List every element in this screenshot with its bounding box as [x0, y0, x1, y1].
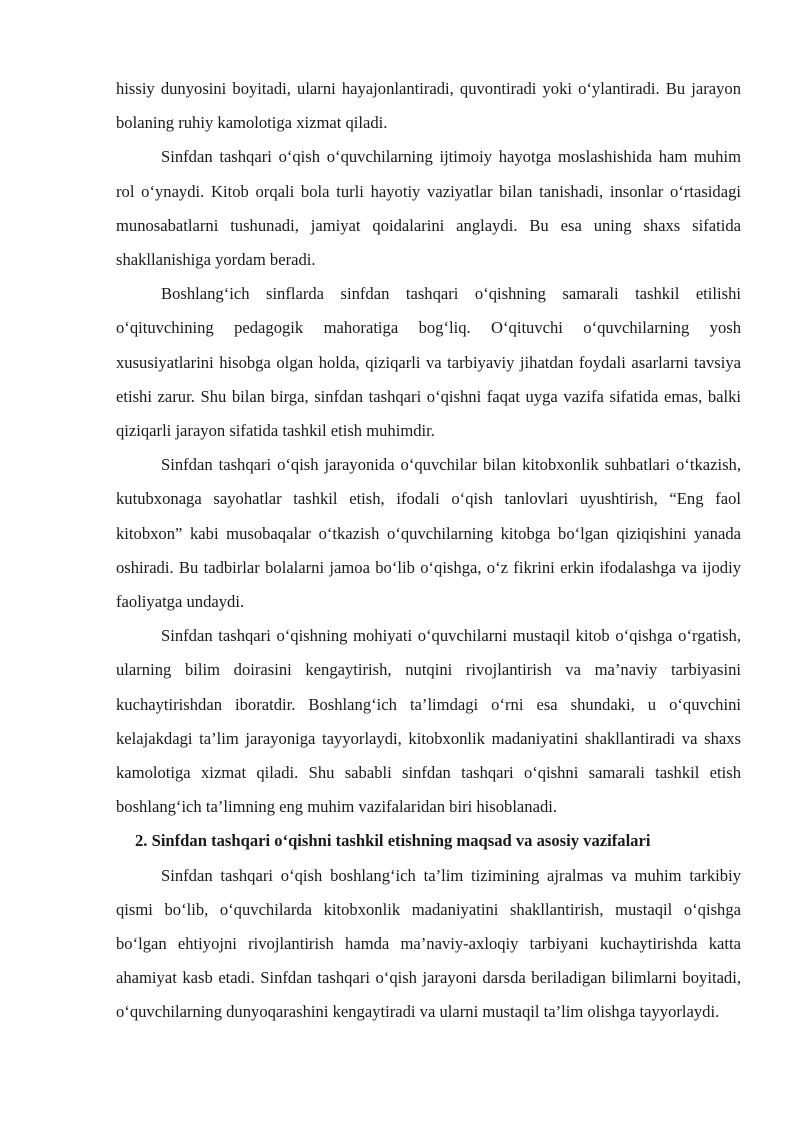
- paragraph-section-intro: Sinfdan tashqari o‘qish boshlang‘ich ta’lim tizimining ajralmas va muhim tarkibiy qismi bo‘lib, o‘quvchilarda kitobxonlik madaniyatini shakllantirish, mustaqil o‘qishga bo‘lgan ehtiyojni rivojlantirish hamda ma’naviy-axloqiy tarbiyani kuchaytirishda katta ahamiyat kasb etadi. Sinfdan tashqari o‘qish jarayoni darsda beriladigan bilimlarni boyitadi, o‘quvchilarning dunyoqarashini kengaytiradi va ularni mustaqil ta’lim olishga tayyorlaydi.: [116, 865, 741, 1022]
- paragraph-essence: Sinfdan tashqari o‘qishning mohiyati o‘quvchilarni mustaqil kitob o‘qishga o‘rgatish, ularning bilim doirasini kengaytirish, nutqini rivojlantirish va ma’naviy tarbiyasini kuchaytirishdan iboratdir. Boshlang‘ich ta’limdagi o‘rni esa shundaki, u o‘quvchini kelajakdagi ta’lim jarayoniga tayyorlaydi, kitobxonlik madaniyatini shakllantiradi va shaxs kamolotiga xizmat qiladi. Shu sababli sinfdan tashqari o‘qishni samarali tashkil etish boshlang‘ich ta’limning eng muhim vazifalaridan biri hisoblanadi.: [116, 626, 741, 817]
- paragraph-social-adaptation: Sinfdan tashqari o‘qish o‘quvchilarning ijtimoiy hayotga moslashishida ham muhim rol o‘ynaydi. Kitob orqali bola turli hayotiy vaziyatlar bilan tanishadi, insonlar o‘rtasidagi munosabatlarni tushunadi, jamiyat qoidalarini anglaydi. Bu esa uning shaxs sifatida shakllanishiga yordam beradi.: [116, 147, 741, 270]
- paragraph-teacher-role: Boshlang‘ich sinflarda sinfdan tashqari o‘qishning samarali tashkil etilishi o‘qituvchining pedagogik mahoratiga bog‘liq. O‘qituvchi o‘quvchilarning yosh xususiyatlarini hisobga olgan holda, qiziqarli va tarbiyaviy jihatdan foydali asarlarni tavsiya etishi zarur. Shu bilan birga, sinfdan tashqari o‘qishni faqat uyga vazifa sifatida emas, balki qiziqarli jarayon sifatida tashkil etish muhimdir.: [116, 284, 741, 441]
- paragraph-continuation: hissiy dunyosini boyitadi, ularni hayajonlantiradi, quvontiradi yoki o‘ylantiradi. Bu jarayon bolaning ruhiy kamolotiga xizmat qiladi.: [116, 79, 741, 133]
- paragraph-activities: Sinfdan tashqari o‘qish jarayonida o‘quvchilar bilan kitobxonlik suhbatlari o‘tkazish, kutubxonaga sayohatlar tashkil etish, ifodali o‘qish tanlovlari uyushtirish, “Eng faol kitobxon” kabi musobaqalar o‘tkazish o‘quvchilarning kitobga bo‘lgan qiziqishini yanada oshiradi. Bu tadbirlar bolalarni jamoa bo‘lib o‘qishga, o‘z fikrini erkin ifodalashga va ijodiy faoliyatga undaydi.: [116, 455, 741, 612]
- document-page: [116, 72, 741, 1030]
- section-heading: 2. Sinfdan tashqari o‘qishni tashkil etishning maqsad va asosiy vazifalari: [135, 831, 651, 851]
